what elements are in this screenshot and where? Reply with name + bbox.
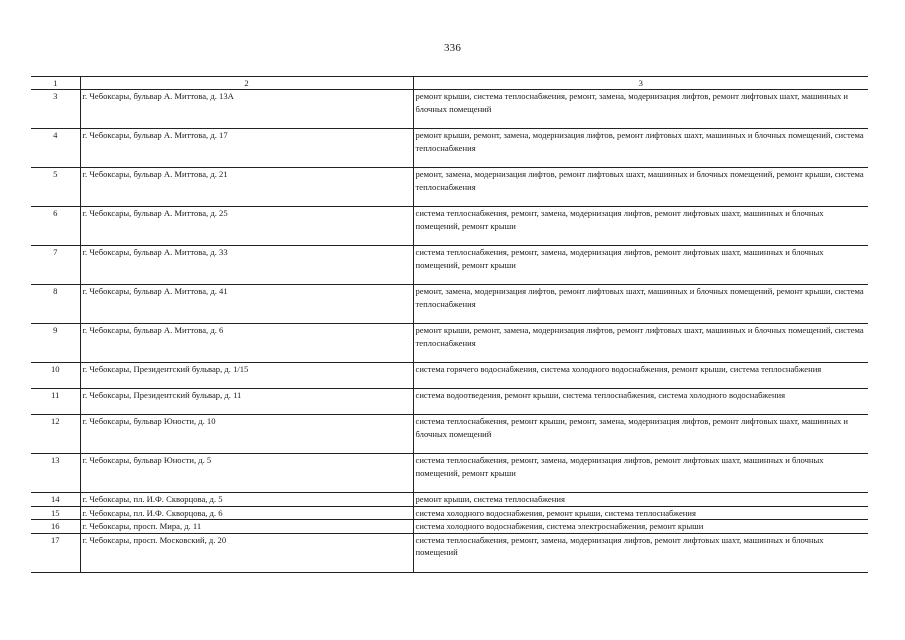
address-cell: г. Чебоксары, бульвар А. Миттова, д. 13А [80, 90, 413, 129]
row-number: 8 [31, 285, 80, 324]
works-cell: ремонт крыши, ремонт, замена, модернизация лифтов, ремонт лифтовых шахт, машинных и блочных помещений, система теплоснабжения [413, 129, 868, 168]
table-row [31, 454, 868, 493]
address-cell: г. Чебоксары, Президентский бульвар, д. 11 [80, 389, 413, 415]
row-number: 13 [31, 454, 80, 493]
address-cell: г. Чебоксары, бульвар А. Миттова, д. 33 [80, 246, 413, 285]
row-number: 15 [31, 506, 80, 520]
row-number: 10 [31, 363, 80, 389]
table-row [31, 168, 868, 207]
row-number: 9 [31, 324, 80, 363]
table-row [31, 90, 868, 129]
works-cell: ремонт, замена, модернизация лифтов, ремонт лифтовых шахт, машинных и блочных помещений, ремонт крыши, система теплоснабжения [413, 168, 868, 207]
row-number: 7 [31, 246, 80, 285]
address-cell: г. Чебоксары, бульвар А. Миттова, д. 6 [80, 324, 413, 363]
row-number: 4 [31, 129, 80, 168]
table-row [31, 129, 868, 168]
table-row [31, 389, 868, 415]
housing-repair-table [31, 76, 868, 573]
address-cell: г. Чебоксары, пл. И.Ф. Скворцова, д. 6 [80, 506, 413, 520]
table-row [31, 363, 868, 389]
works-cell: система водоотведения, ремонт крыши, система теплоснабжения, система холодного водоснабжения [413, 389, 868, 415]
works-cell: система горячего водоснабжения, система холодного водоснабжения, ремонт крыши, система теплоснабжения [413, 363, 868, 389]
works-cell: система теплоснабжения, ремонт, замена, модернизация лифтов, ремонт лифтовых шахт, машинных и блочных помещений [413, 533, 868, 572]
works-cell: ремонт крыши, система теплоснабжения [413, 493, 868, 507]
row-number: 11 [31, 389, 80, 415]
address-cell: г. Чебоксары, бульвар Юности, д. 5 [80, 454, 413, 493]
works-cell: система теплоснабжения, ремонт, замена, модернизация лифтов, ремонт лифтовых шахт, машинных и блочных помещений, ремонт крыши [413, 454, 868, 493]
works-cell: система теплоснабжения, ремонт крыши, ремонт, замена, модернизация лифтов, ремонт лифтовых шахт, машинных и блочных помещений [413, 415, 868, 454]
works-cell: ремонт, замена, модернизация лифтов, ремонт лифтовых шахт, машинных и блочных помещений, ремонт крыши, система теплоснабжения [413, 285, 868, 324]
row-number: 16 [31, 520, 80, 534]
address-cell: г. Чебоксары, бульвар А. Миттова, д. 25 [80, 207, 413, 246]
column-number-row [31, 77, 868, 90]
table-row [31, 493, 868, 507]
address-cell: г. Чебоксары, бульвар А. Миттова, д. 41 [80, 285, 413, 324]
table-row [31, 246, 868, 285]
address-cell: г. Чебоксары, бульвар А. Миттова, д. 17 [80, 129, 413, 168]
table-row [31, 415, 868, 454]
table-row [31, 533, 868, 572]
works-cell: ремонт крыши, ремонт, замена, модернизация лифтов, ремонт лифтовых шахт, машинных и блочных помещений, система теплоснабжения [413, 324, 868, 363]
address-cell: г. Чебоксары, просп. Мира, д. 11 [80, 520, 413, 534]
table-row [31, 285, 868, 324]
table-row [31, 207, 868, 246]
page-number: 336 [443, 42, 462, 54]
address-cell: г. Чебоксары, пл. И.Ф. Скворцова, д. 5 [80, 493, 413, 507]
row-number: 12 [31, 415, 80, 454]
column-number-1: 1 [31, 77, 80, 90]
column-number-2: 2 [80, 77, 413, 90]
works-cell: система холодного водоснабжения, система электроснабжения, ремонт крыши [413, 520, 868, 534]
works-cell: ремонт крыши, система теплоснабжения, ремонт, замена, модернизация лифтов, ремонт лифтовых шахт, машинных и блочных помещений [413, 90, 868, 129]
works-cell: система теплоснабжения, ремонт, замена, модернизация лифтов, ремонт лифтовых шахт, машинных и блочных помещений, ремонт крыши [413, 207, 868, 246]
row-number: 5 [31, 168, 80, 207]
works-cell: система теплоснабжения, ремонт, замена, модернизация лифтов, ремонт лифтовых шахт, машинных и блочных помещений, ремонт крыши [413, 246, 868, 285]
row-number: 6 [31, 207, 80, 246]
address-cell: г. Чебоксары, бульвар Юности, д. 10 [80, 415, 413, 454]
row-number: 14 [31, 493, 80, 507]
address-cell: г. Чебоксары, просп. Московский, д. 20 [80, 533, 413, 572]
table-row [31, 324, 868, 363]
address-cell: г. Чебоксары, бульвар А. Миттова, д. 21 [80, 168, 413, 207]
table-row [31, 520, 868, 534]
address-cell: г. Чебоксары, Президентский бульвар, д. 1/15 [80, 363, 413, 389]
column-number-3: 3 [413, 77, 868, 90]
table-row [31, 506, 868, 520]
row-number: 3 [31, 90, 80, 129]
works-cell: система холодного водоснабжения, ремонт крыши, система теплоснабжения [413, 506, 868, 520]
row-number: 17 [31, 533, 80, 572]
